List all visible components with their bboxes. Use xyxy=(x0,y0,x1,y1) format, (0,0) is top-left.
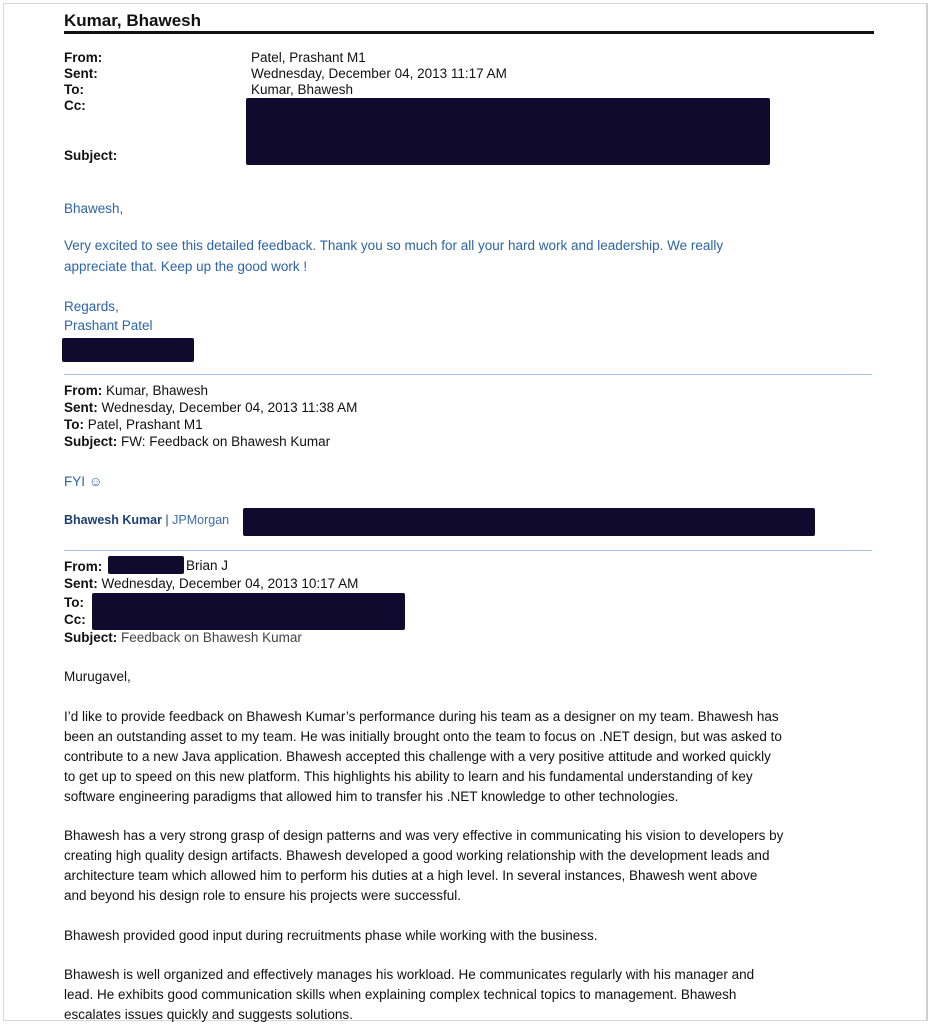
msg3-subject-value: Feedback on Bhawesh Kumar xyxy=(121,630,302,645)
msg2-subject-value: FW: Feedback on Bhawesh Kumar xyxy=(121,434,331,449)
paragraph-line: software engineering paradigms that allowed him to transfer his .NET knowledge to other technologies. xyxy=(64,789,679,804)
msg1-subject-label: Subject: xyxy=(64,148,118,163)
msg2-from-value: Kumar, Bhawesh xyxy=(106,383,209,398)
paragraph-line: to get up to speed on this new platform. This highlights his ability to learn and his fundamental understanding of key xyxy=(64,769,753,784)
msg3-greeting: Murugavel, xyxy=(64,669,131,684)
msg3-to-label: To: xyxy=(64,595,84,610)
redaction-block xyxy=(246,98,770,165)
msg2-body: FYI ☺ xyxy=(64,474,103,489)
redaction-block xyxy=(62,338,194,362)
msg3-subject-label: Subject: xyxy=(64,630,118,645)
message-separator xyxy=(64,550,872,551)
msg3-paragraph xyxy=(64,926,598,946)
msg3-paragraph xyxy=(64,826,783,906)
msg1-sent-value: Wednesday, December 04, 2013 11:17 AM xyxy=(251,66,507,81)
message-separator xyxy=(64,374,872,375)
msg2-sig-sep: | xyxy=(161,513,173,527)
msg1-to-label: To: xyxy=(64,82,84,97)
msg1-body-line: Very excited to see this detailed feedback. Thank you so much for all your hard work and leadership. We really xyxy=(64,238,724,253)
msg3-sent-label: Sent: xyxy=(64,576,98,591)
msg2-to-line xyxy=(64,417,203,432)
paragraph-line: and beyond his design role to ensure his projects were successful. xyxy=(64,888,461,903)
msg2-subject-label: Subject: xyxy=(64,434,118,449)
msg2-to-value: Patel, Prashant M1 xyxy=(87,417,203,432)
msg2-sig-company: JPMorgan xyxy=(172,513,230,527)
msg2-subject-line xyxy=(64,434,330,449)
msg3-from-label: From: xyxy=(64,559,103,574)
paragraph-line: Bhawesh is well organized and effectively manages his workload. He communicates regularly with his manager and xyxy=(64,967,755,982)
redaction-block xyxy=(243,508,815,536)
msg3-paragraph xyxy=(64,707,782,807)
paragraph-line: been an outstanding asset to my team. He was initially brought onto the team to focus on .NET design, but was asked to xyxy=(64,729,782,744)
msg1-closing: Regards, xyxy=(64,299,119,314)
msg2-sig-name: Bhawesh Kumar xyxy=(64,513,162,527)
msg2-sent-label: Sent: xyxy=(64,400,98,415)
document-header-name: Kumar, Bhawesh xyxy=(64,11,201,30)
paragraph-line: Bhawesh has a very strong grasp of design patterns and was very effective in communicating his vision to developers by xyxy=(64,828,784,843)
paragraph-line: architecture team which allowed him to perform his duties at a high level. In several instances, Bhawesh went above xyxy=(64,868,758,883)
header-rule xyxy=(64,31,874,34)
paragraph-line: creating high quality design artifacts. Bhawesh developed a good working relationship with the development leads and xyxy=(64,848,770,863)
msg2-signature-line xyxy=(64,513,229,527)
msg3-subject-line xyxy=(64,630,302,645)
paragraph-line: Bhawesh provided good input during recruitments phase while working with the business. xyxy=(64,928,598,943)
msg1-from-value: Patel, Prashant M1 xyxy=(251,50,366,65)
msg3-sent-line xyxy=(64,576,358,591)
msg1-from-label: From: xyxy=(64,50,103,65)
redaction-block xyxy=(92,593,405,630)
msg3-cc-label: Cc: xyxy=(64,612,86,627)
msg2-to-label: To: xyxy=(64,417,84,432)
msg2-from-line xyxy=(64,383,208,398)
msg1-greeting: Bhawesh, xyxy=(64,201,124,216)
redaction-block xyxy=(108,556,184,574)
paragraph-line: lead. He exhibits good communication skills when explaining complex technical topics to management. Bhawesh xyxy=(64,987,737,1002)
paragraph-line: escalates issues quickly and suggests solutions. xyxy=(64,1007,353,1022)
msg1-to-value: Kumar, Bhawesh xyxy=(251,82,354,97)
msg2-sent-line xyxy=(64,400,357,415)
msg1-cc-label: Cc: xyxy=(64,98,86,113)
msg1-body-line: appreciate that. Keep up the good work ! xyxy=(64,259,308,274)
msg3-sent-value: Wednesday, December 04, 2013 10:17 AM xyxy=(101,576,359,591)
paragraph-line: contribute to a new Java application. Bhawesh accepted this challenge with a very positive attitude and worked quickly xyxy=(64,749,771,764)
paragraph-line: I’d like to provide feedback on Bhawesh Kumar’s performance during his team as a designer on my team. Bhawesh has xyxy=(64,709,779,724)
msg3-from-value: Brian J xyxy=(186,558,229,573)
msg3-paragraph xyxy=(64,965,754,1025)
msg2-from-label: From: xyxy=(64,383,103,398)
msg1-signature: Prashant Patel xyxy=(64,318,153,333)
msg1-sent-label: Sent: xyxy=(64,66,98,81)
msg2-sent-value: Wednesday, December 04, 2013 11:38 AM xyxy=(101,400,358,415)
